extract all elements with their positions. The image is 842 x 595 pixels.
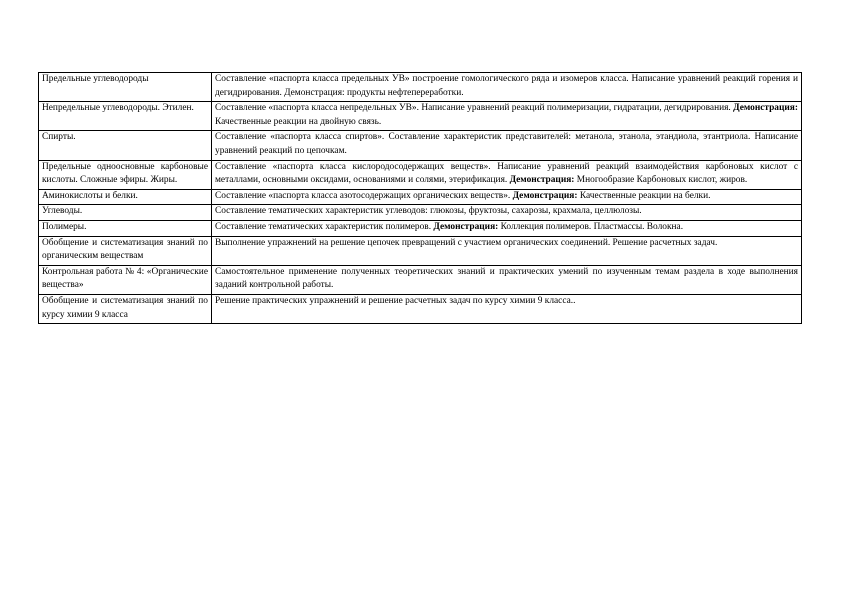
demo-label: Демонстрация: [512,190,578,201]
content-text: Составление «паспорта класса предельных УВ» построение гомологического ряда и изомеров класса. Написание уравнений реакций горения и дегидрирования. Демонстрация: продукты нефтепереработки. [215,74,798,98]
table-row [39,160,802,189]
content-cell [212,102,802,131]
table-row [39,73,802,102]
content-text: Составление «паспорта класса кислородосодержащих веществ». Написание уравнений реакций взаимодействия карбоновых кислот с металлами, основными оксидами, основаниями и солями, этерификация. [215,161,798,186]
curriculum-table [38,72,802,324]
topic-cell: Аминокислоты и белки. [39,189,212,205]
table-row [39,102,802,131]
topic-cell: Обобщение и систематизация знаний по органическим веществам [39,236,212,265]
content-cell [212,236,802,265]
demo-label: Демонстрация: [509,175,575,186]
content-text: Самостоятельное применение полученных теоретических знаний и практических умений по изученным темам раздела в ходе выполнения заданий контрольной работы. [215,266,798,291]
content-text-after: Качественные реакции на двойную связь. [215,116,382,127]
table-row [39,220,802,236]
content-text-after: Многообразие Карбоновых кислот, жиров. [574,175,748,186]
content-cell [212,189,802,205]
demo-label: Демонстрация: [433,221,499,232]
content-cell [212,294,802,323]
topic-cell: Предельные одноосновные карбоновые кислоты. Сложные эфиры. Жиры. [39,160,212,189]
topic-cell: Обобщение и систематизация знаний по курсу химии 9 класса [39,294,212,323]
content-cell [212,220,802,236]
content-text: Составление «паспорта класса азотосодержащих органических веществ». [215,190,513,201]
content-cell [212,205,802,221]
topic-cell: Углеводы. [39,205,212,221]
content-text: Составление «паспорта класса спиртов». Составление характеристик представителей: метанола, этанола, этандиола, этантриола. Написание уравнений реакций по цепочкам. [215,132,798,156]
demo-label: Демонстрация: [733,103,798,114]
table-row [39,294,802,323]
topic-cell: Контрольная работа № 4: «Органические вещества» [39,265,212,294]
content-cell [212,160,802,189]
content-text: Выполнение упражнений на решение цепочек превращений с участием органических соединений. Решение расчетных задач. [215,237,718,248]
content-text: Составление «паспорта класса непредельных УВ». Написание уравнений реакций полимеризации, гидратации, дегидрирования. [215,103,734,114]
topic-cell: Полимеры. [39,220,212,236]
topic-cell: Спирты. [39,131,212,160]
content-text-after: Качественные реакции на белки. [577,190,711,201]
content-text: Решение практических упражнений и решение расчетных задач по курсу химии 9 класса.. [215,295,576,306]
content-text-after: Коллекция полимеров. Пластмассы. Волокна. [498,221,684,232]
table-row [39,189,802,205]
content-cell [212,131,802,160]
table-row [39,131,802,160]
content-text: Составление тематических характеристик углеводов: глюкозы, фруктозы, сахарозы, крахмала, целлюлозы. [215,206,642,217]
topic-cell: Предельные углеводороды [39,73,212,102]
content-cell [212,73,802,102]
table-row [39,205,802,221]
content-cell [212,265,802,294]
topic-cell: Непредельные углеводороды. Этилен. [39,102,212,131]
table-row [39,236,802,265]
table-row [39,265,802,294]
content-text: Составление тематических характеристик полимеров. [215,221,434,232]
